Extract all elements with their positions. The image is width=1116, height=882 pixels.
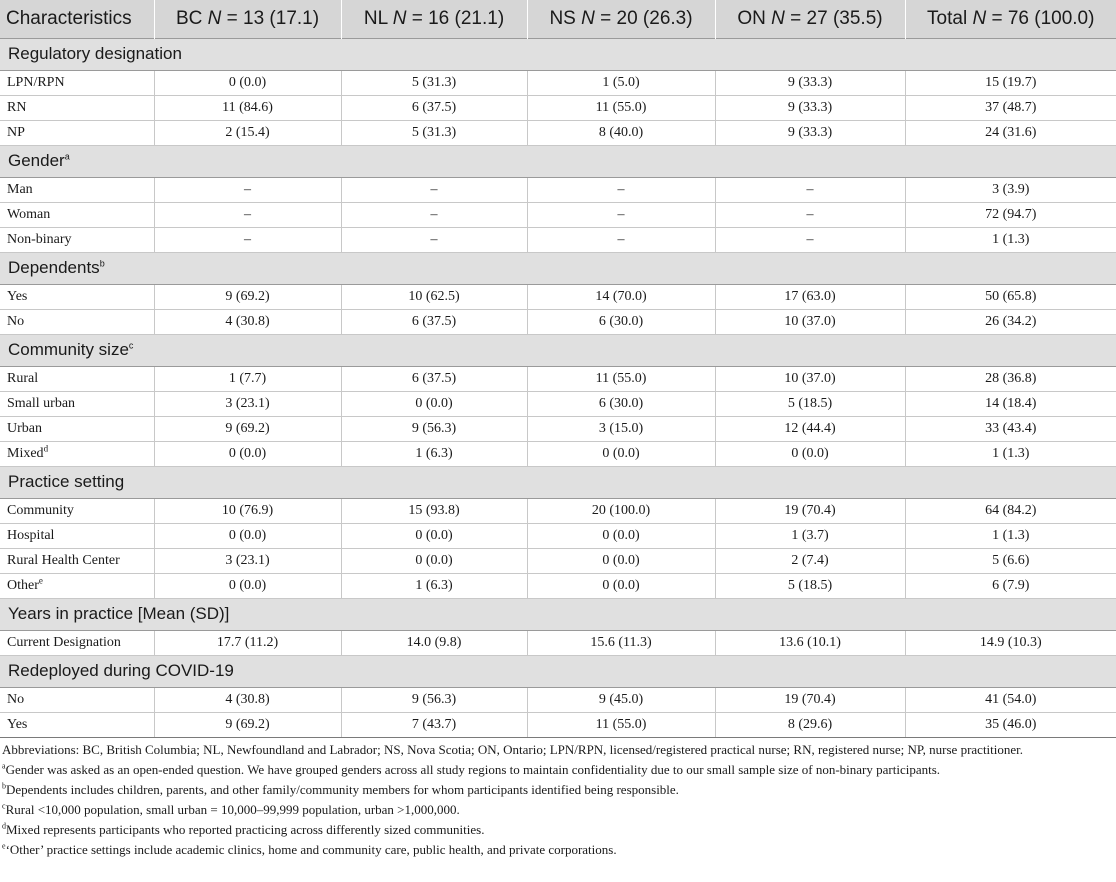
row-label-text: No [7,313,25,329]
table-cell: 41 (54.0) [905,687,1116,712]
table-cell: 10 (62.5) [341,284,527,309]
header-n: N [207,7,222,29]
header-n: N [581,7,595,29]
table-row [0,712,1116,737]
abbreviations-note: Abbreviations: BC, British Columbia; NL, Newfoundland and Labrador; NS, Nova Scotia; ON, Ontario; LPN/RPN, licensed/registered practical nurse; RN, registered nurse; NP, nurse practitioner. [2,742,1024,757]
footnote-mark: e [2,841,6,851]
header-count: = 76 (100.0) [986,7,1095,29]
footnote [2,840,1112,860]
column-header-4 [715,0,905,38]
table-cell: 8 (40.0) [527,120,715,145]
row-label-text: Current Designation [7,634,121,650]
footnote [2,820,1112,840]
table-cell: 14 (70.0) [527,284,715,309]
row-label-text: Woman [7,206,51,222]
footnote [2,780,1112,800]
footnote-mark: d [43,442,49,453]
table-row [0,309,1116,334]
table-cell: 6 (37.5) [341,95,527,120]
table-cell: 0 (0.0) [527,573,715,598]
table-cell: 50 (65.8) [905,284,1116,309]
section-header-row [0,598,1116,630]
table-cell: 1 (1.3) [905,227,1116,252]
footnote-mark: d [2,821,6,831]
table-cell: 1 (6.3) [341,441,527,466]
row-label [0,573,154,598]
table-cell: 9 (69.2) [154,284,341,309]
table-cell: 10 (37.0) [715,309,905,334]
table-cell: 11 (55.0) [527,712,715,737]
row-label [0,227,154,252]
table-cell: 11 (84.6) [154,95,341,120]
table-cell: 9 (33.3) [715,120,905,145]
row-label-text: Urban [7,420,42,436]
row-label [0,391,154,416]
table-cell: 9 (56.3) [341,416,527,441]
header-count: = 13 (17.1) [221,7,320,29]
header-n: N [771,7,785,29]
footnote-mark: a [64,151,70,162]
section-header-row [0,334,1116,366]
table-cell: 6 (30.0) [527,309,715,334]
footnote-text: ‘Other’ practice settings include academic clinics, home and community care, public health, and private corporations. [5,842,617,857]
table-row [0,177,1116,202]
table-row [0,416,1116,441]
table-cell: 5 (31.3) [341,120,527,145]
table-cell: 9 (33.3) [715,70,905,95]
table-cell: – [715,227,905,252]
table-cell: 17 (63.0) [715,284,905,309]
table-row [0,227,1116,252]
header-text: NS [549,7,582,29]
table-cell: 1 (1.3) [905,441,1116,466]
table-cell: 4 (30.8) [154,309,341,334]
section-title [0,466,1116,498]
table-cell: 11 (55.0) [527,366,715,391]
header-text: Characteristics [6,7,132,29]
section-title-text: Gender [8,151,65,170]
header-text: ON [737,7,772,29]
table-cell: 0 (0.0) [527,441,715,466]
footnote-mark: c [128,340,134,351]
table-cell: 6 (30.0) [527,391,715,416]
table-cell: – [154,177,341,202]
row-label [0,687,154,712]
section-title [0,145,1116,177]
table-cell: 9 (56.3) [341,687,527,712]
table-cell: 4 (30.8) [154,687,341,712]
column-header-characteristics [0,0,154,38]
header-text: BC [175,7,208,29]
section-title-text: Years in practice [Mean (SD)] [8,604,230,623]
row-label [0,177,154,202]
table-cell: 17.7 (11.2) [154,630,341,655]
table-row [0,548,1116,573]
table-cell: 1 (6.3) [341,573,527,598]
table-cell: 0 (0.0) [527,548,715,573]
table-cell: 26 (34.2) [905,309,1116,334]
row-label [0,366,154,391]
table-cell: 7 (43.7) [341,712,527,737]
table-cell: 19 (70.4) [715,687,905,712]
table-cell: 5 (18.5) [715,573,905,598]
table-cell: 0 (0.0) [715,441,905,466]
row-label-text: RN [7,99,27,115]
footnotes-list [2,760,1112,860]
table-row [0,523,1116,548]
table-cell: – [527,227,715,252]
table-cell: 1 (3.7) [715,523,905,548]
column-header-5 [905,0,1116,38]
table-cell: 6 (37.5) [341,366,527,391]
row-label [0,498,154,523]
table-cell: – [341,202,527,227]
table-cell: 15 (93.8) [341,498,527,523]
table-cell: – [715,177,905,202]
footnote-text: Mixed represents participants who reported practicing across differently sized communities. [6,822,485,837]
table-row [0,366,1116,391]
row-label [0,70,154,95]
table-cell: 24 (31.6) [905,120,1116,145]
section-title-text: Regulatory designation [8,44,182,63]
header-row [0,0,1116,38]
footnote-text: Dependents includes children, parents, and other family/community members for whom participants identified being responsible. [6,782,679,797]
table-cell: 37 (48.7) [905,95,1116,120]
row-label-text: Other [7,577,39,593]
row-label [0,202,154,227]
table-cell: 0 (0.0) [154,573,341,598]
table-cell: 14.9 (10.3) [905,630,1116,655]
table-cell: 0 (0.0) [341,523,527,548]
table-cell: 0 (0.0) [154,70,341,95]
row-label-text: Rural [7,370,39,386]
table-cell: 10 (76.9) [154,498,341,523]
table-cell: 9 (69.2) [154,712,341,737]
table-cell: 64 (84.2) [905,498,1116,523]
section-title [0,655,1116,687]
table-cell: 5 (6.6) [905,548,1116,573]
row-label [0,120,154,145]
header-count: = 20 (26.3) [594,7,693,29]
table-cell: 3 (15.0) [527,416,715,441]
section-header-row [0,38,1116,70]
footnote-mark: b [2,781,6,791]
section-title-text: Practice setting [8,472,125,491]
table-cell: 28 (36.8) [905,366,1116,391]
section-header-row [0,466,1116,498]
row-label [0,309,154,334]
table-cell: 6 (37.5) [341,309,527,334]
row-label [0,523,154,548]
table-cell: 19 (70.4) [715,498,905,523]
table-cell: – [341,177,527,202]
table-cell: 13.6 (10.1) [715,630,905,655]
row-label-text: Yes [7,716,28,732]
table-cell: 12 (44.4) [715,416,905,441]
table-cell: 9 (33.3) [715,95,905,120]
row-label-text: Community [7,502,74,518]
table-row [0,120,1116,145]
table-cell: – [527,177,715,202]
row-label-text: Man [7,181,33,197]
header-n: N [972,7,987,29]
row-label-text: Hospital [7,527,55,543]
table-cell: 2 (7.4) [715,548,905,573]
row-label-text: LPN/RPN [7,74,65,90]
row-label-text: No [7,691,25,707]
table-cell: 0 (0.0) [154,441,341,466]
row-label-text: Rural Health Center [7,552,120,568]
section-title-text: Redeployed during COVID-19 [8,661,234,680]
table-cell: 8 (29.6) [715,712,905,737]
row-label [0,284,154,309]
column-header-2 [341,0,527,38]
table-row [0,573,1116,598]
header-text: Total [927,7,973,29]
table-cell: – [715,202,905,227]
table-body [0,38,1116,737]
table-cell: – [154,202,341,227]
table-row [0,95,1116,120]
header-count: = 16 (21.1) [406,7,505,29]
table-cell: 6 (7.9) [905,573,1116,598]
header-text: NL [363,7,393,29]
row-label [0,416,154,441]
table-cell: – [341,227,527,252]
footnote-mark: c [2,801,6,811]
table-cell: 5 (31.3) [341,70,527,95]
table-cell: 3 (23.1) [154,391,341,416]
section-title-text: Dependents [8,258,100,277]
table-row [0,498,1116,523]
table-cell: 5 (18.5) [715,391,905,416]
table-cell: 20 (100.0) [527,498,715,523]
table-cell: 0 (0.0) [527,523,715,548]
footnote [2,760,1112,780]
footnote-text: Rural <10,000 population, small urban = 10,000–99,999 population, urban >1,000,000. [5,802,460,817]
section-header-row [0,145,1116,177]
table-cell: 0 (0.0) [341,548,527,573]
table-cell: 0 (0.0) [341,391,527,416]
table-notes [2,740,1112,860]
header-count: = 27 (35.5) [784,7,883,29]
table-cell: 1 (1.3) [905,523,1116,548]
table-cell: 2 (15.4) [154,120,341,145]
row-label-text: Small urban [7,395,76,411]
table-cell: – [527,202,715,227]
table-cell: 15.6 (11.3) [527,630,715,655]
row-label-text: Mixed [7,445,44,461]
footnote-mark: b [99,258,105,269]
table-cell: 3 (23.1) [154,548,341,573]
section-header-row [0,655,1116,687]
footnote-mark: e [38,574,43,585]
header-n: N [392,7,407,29]
footnote-mark: a [2,761,6,771]
row-label-text: Yes [7,288,28,304]
row-label [0,712,154,737]
row-label [0,548,154,573]
footnote-text: Gender was asked as an open-ended question. We have grouped genders across all study regions to maintain confidentiality due to our small sample size of non-binary participants. [5,762,941,777]
section-title [0,38,1116,70]
section-title [0,252,1116,284]
section-title [0,334,1116,366]
table-row [0,441,1116,466]
row-label [0,630,154,655]
footnote [2,800,1112,820]
table-cell: 1 (5.0) [527,70,715,95]
table-cell: 1 (7.7) [154,366,341,391]
row-label [0,441,154,466]
row-label-text: NP [7,124,25,140]
section-header-row [0,252,1116,284]
table-row [0,202,1116,227]
column-header-1 [154,0,341,38]
table-row [0,687,1116,712]
table-row [0,391,1116,416]
table-cell: 35 (46.0) [905,712,1116,737]
table-row [0,630,1116,655]
table-cell: 14 (18.4) [905,391,1116,416]
table-cell: 72 (94.7) [905,202,1116,227]
table-cell: 9 (69.2) [154,416,341,441]
section-title [0,598,1116,630]
table-cell: – [154,227,341,252]
table-cell: 0 (0.0) [154,523,341,548]
table-cell: 33 (43.4) [905,416,1116,441]
table-row [0,284,1116,309]
table-cell: 10 (37.0) [715,366,905,391]
table-cell: 9 (45.0) [527,687,715,712]
table-cell: 3 (3.9) [905,177,1116,202]
section-title-text: Community size [8,340,129,359]
table-cell: 15 (19.7) [905,70,1116,95]
column-header-3 [527,0,715,38]
row-label-text: Non-binary [7,231,72,247]
table-row [0,70,1116,95]
table-cell: 11 (55.0) [527,95,715,120]
row-label [0,95,154,120]
table-cell: 14.0 (9.8) [341,630,527,655]
